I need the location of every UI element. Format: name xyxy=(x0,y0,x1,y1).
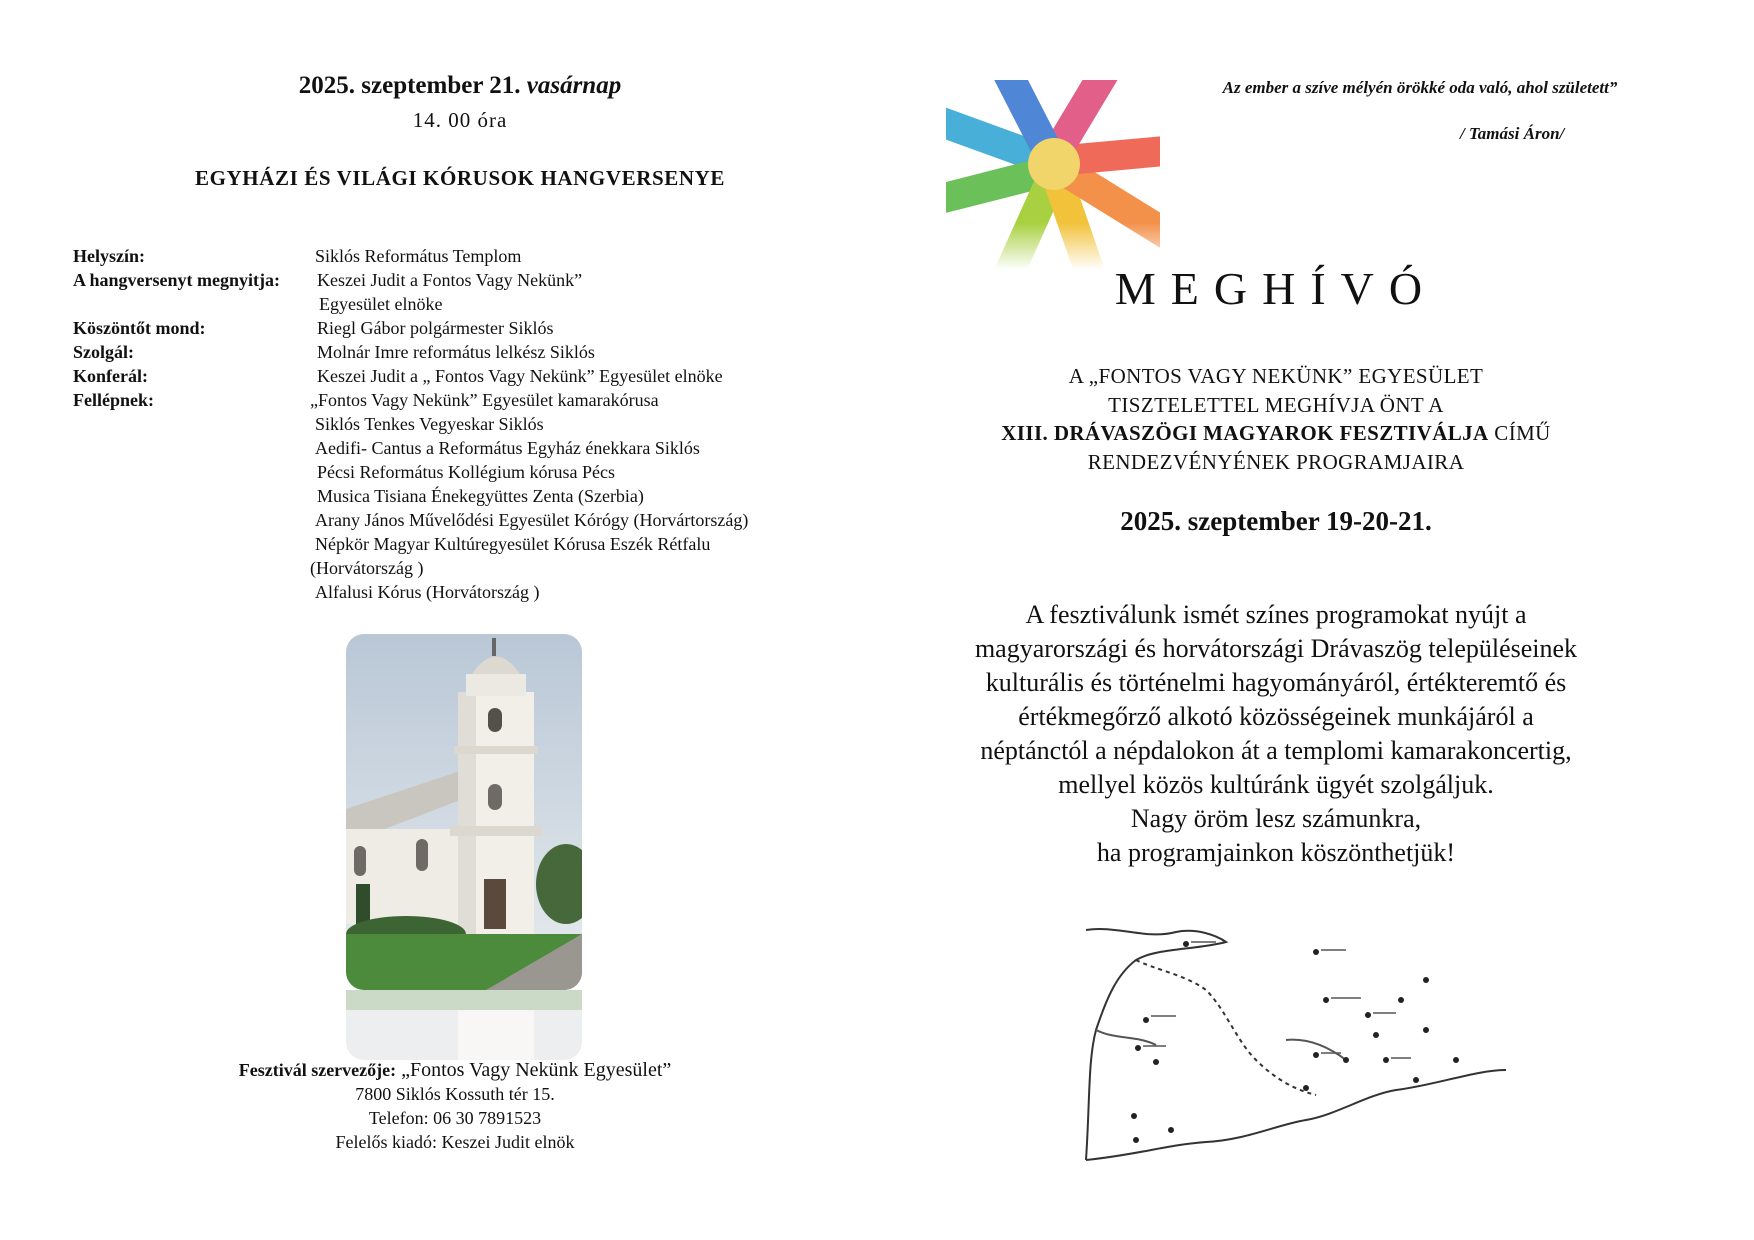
description-line: értékmegőrző alkotó közösségeinek munkájáról a xyxy=(1018,702,1534,731)
festival-date: 2025. szeptember 19-20-21. xyxy=(1120,506,1432,536)
invite-line-festival xyxy=(946,419,1606,448)
organizer-name: „Fontos Vagy Nekünk Egyesület” xyxy=(401,1059,672,1081)
organizer-address: 7800 Siklós Kossuth tér 15. xyxy=(355,1084,555,1104)
description-line: magyarországi és horvátországi Drávaszög településeinek xyxy=(974,634,1578,663)
info-label: Helyszín: xyxy=(73,246,145,266)
invitation-heading: MEGHÍVÓ xyxy=(1114,263,1438,314)
info-value: Arany János Művelődési Egyesület Kórógy (Horvártország) xyxy=(315,510,749,530)
invite-line: TISZTELETTEL MEGHÍVJA ÖNT A xyxy=(1108,392,1444,417)
description-line: kulturális és történelmi hagyományáról, értékteremtő és xyxy=(985,668,1567,697)
info-value: (Horvátország ) xyxy=(310,558,424,578)
info-value: Pécsi Református Kollégium kórusa Pécs xyxy=(317,462,615,482)
info-value: Riegl Gábor polgármester Siklós xyxy=(317,318,554,338)
organizer-label: Fesztivál szervezője: xyxy=(238,1060,397,1080)
concert-time: 14. 00 óra xyxy=(412,108,508,132)
invitation-text xyxy=(946,362,1606,476)
church-photo xyxy=(346,634,582,990)
festival-description xyxy=(910,598,1642,870)
concert-title: EGYHÁZI ÉS VILÁGI KÓRUSOK HANGVERSENYE xyxy=(194,166,726,190)
organizer-phone: Telefon: 06 30 7891523 xyxy=(368,1108,542,1128)
info-value: Molnár Imre református lelkész Siklós xyxy=(317,342,595,362)
info-value: Népkör Magyar Kultúregyesület Kórusa Eszék Rétfalu xyxy=(315,534,711,554)
organizer-line xyxy=(140,1058,770,1082)
invite-line-suffix: CÍMŰ xyxy=(1494,421,1551,445)
info-label: Szolgál: xyxy=(73,342,134,362)
quote: Az ember a szíve mélyén örökké oda való, ahol született” xyxy=(1222,78,1618,97)
invite-line: A „FONTOS VAGY NEKÜNK” EGYESÜLET xyxy=(1068,364,1484,388)
church-photo-reflection xyxy=(346,990,582,1060)
organizer-block xyxy=(140,1058,770,1154)
concert-date-day: vasárnap xyxy=(526,72,622,99)
info-label: Konferál: xyxy=(73,366,148,386)
description-line: Nagy öröm lesz számunkra, xyxy=(1130,804,1422,833)
drava-region-map xyxy=(1076,920,1516,1170)
description-line: mellyel közös kultúránk ügyét szolgáljuk. xyxy=(1058,770,1494,799)
info-value: Siklós Református Templom xyxy=(315,246,522,266)
festival-name: XIII. DRÁVASZÖGI MAGYAROK FESZTIVÁLJA xyxy=(1001,421,1489,445)
info-value: Musica Tisiana Énekegyüttes Zenta (Szerbia) xyxy=(317,486,644,506)
invite-line: RENDEZVÉNYÉNEK PROGRAMJAIRA xyxy=(1087,449,1465,474)
organizer-publisher: Felelős kiadó: Keszei Judit elnök xyxy=(335,1132,575,1152)
quote-author: / Tamási Áron/ xyxy=(1460,124,1565,143)
info-value: „Fontos Vagy Nekünk” Egyesület kamarakórusa xyxy=(310,390,659,410)
info-label: Fellépnek: xyxy=(73,390,154,410)
info-label: Köszöntőt mond: xyxy=(73,318,206,338)
info-value: Egyesület elnöke xyxy=(319,294,443,314)
info-value: Keszei Judit a Fontos Vagy Nekünk” xyxy=(317,270,583,290)
description-line: néptánctól a népdalokon át a templomi kamarakoncertig, xyxy=(980,736,1572,765)
info-value: Keszei Judit a „ Fontos Vagy Nekünk” Egyesület elnöke xyxy=(317,366,723,386)
info-value: Siklós Tenkes Vegyeskar Siklós xyxy=(315,414,544,434)
concert-date xyxy=(180,72,740,100)
info-label: A hangversenyt megnyitja: xyxy=(73,270,280,290)
concert-date-main: 2025. szeptember 21. xyxy=(298,72,521,99)
description-line: A fesztiválunk ismét színes programokat nyújt a xyxy=(1025,600,1527,629)
hands-image xyxy=(946,80,1160,270)
info-value: Alfalusi Kórus (Horvátország ) xyxy=(315,582,540,602)
description-line: ha programjainkon köszönthetjük! xyxy=(1096,838,1456,867)
info-value: Aedifi- Cantus a Református Egyház énekkara Siklós xyxy=(315,438,700,458)
